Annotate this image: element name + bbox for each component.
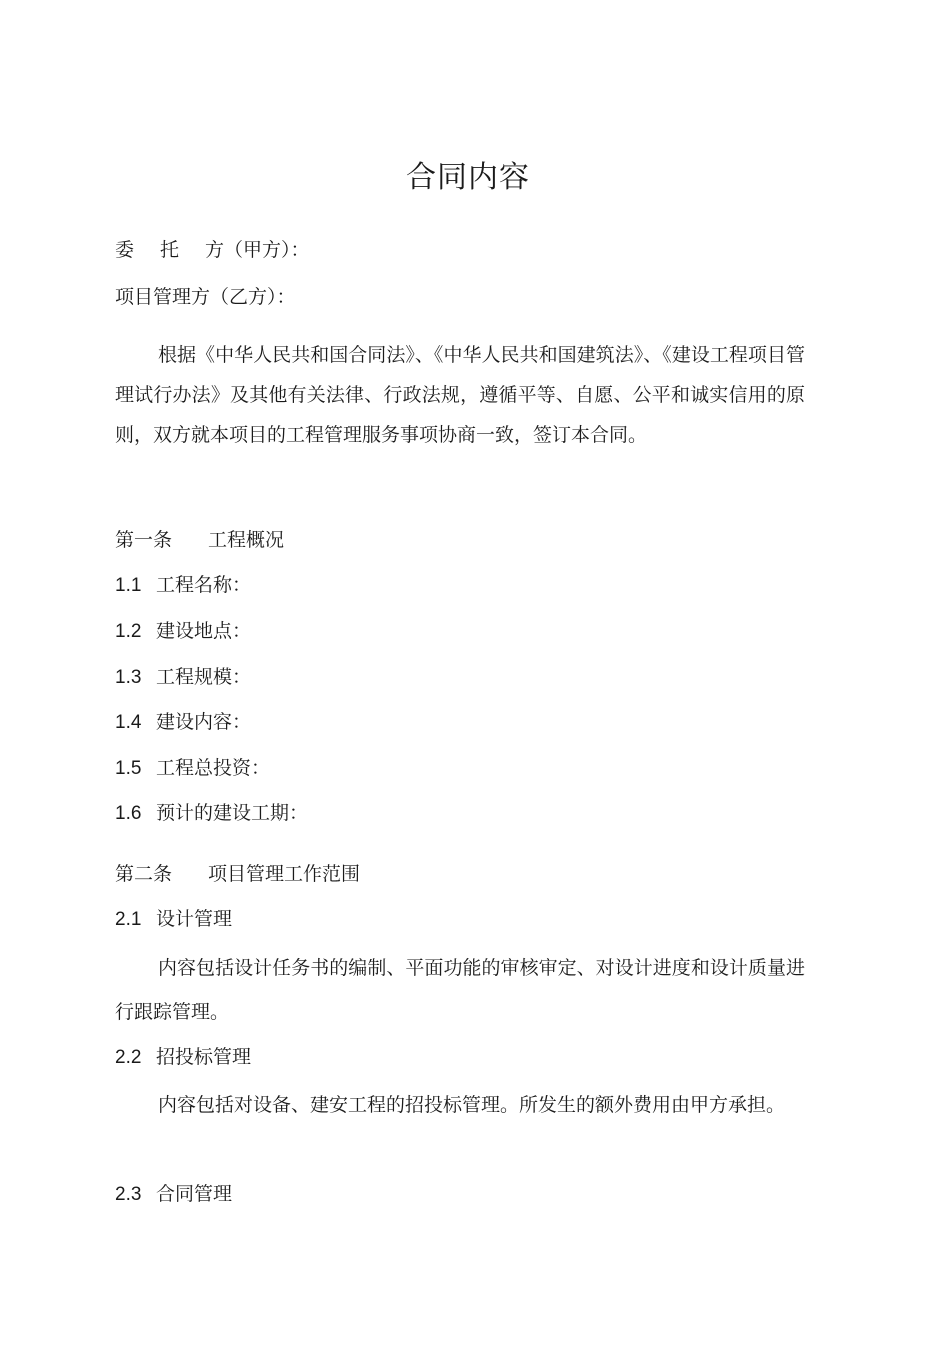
document-title: 合同内容 [406,160,530,195]
article2-section-heading [115,1181,232,1208]
item-text: 预计的建设工期： [156,802,309,824]
section-number: 2.3 [115,1184,142,1205]
item-text: 建设内容： [156,711,252,733]
article2-section-heading [115,1044,251,1071]
article1-item [115,800,308,827]
client-party-line [115,237,310,263]
article1-item [115,664,251,691]
item-number: 1.4 [115,712,142,733]
preamble-paragraph: 根据《中华人民共和国合同法》、《中华人民共和国建筑法》、《建设工程项目管理试行办法》及其他有关法律、行政法规，遵循平等、自愿、公平和诚实信用的原则，双方就本项目的工程管理服务事项协商一致，签订本合同。 [115,344,805,446]
article1-heading [115,527,284,553]
item-text: 建设地点： [156,620,252,642]
section-title: 设计管理 [156,908,233,930]
section-body: 内容包括设计任务书的编制、平面功能的审核审定、对设计进度和设计质量进行跟踪管理。 [115,957,805,1023]
article1-item [115,572,251,599]
article1-item [115,755,270,782]
manager-party-line: 项目管理方（乙方）： [115,286,296,308]
item-text: 工程规模： [156,666,252,688]
client-label-char-2: 托 [160,239,180,261]
item-number: 1.3 [115,667,142,688]
article2-title: 项目管理工作范围 [208,863,361,885]
article2-heading [115,861,360,887]
item-number: 1.6 [115,803,142,824]
client-label-rest: 方（甲方）： [205,239,310,261]
item-text: 工程名称： [156,574,252,596]
section-number: 2.1 [115,909,142,930]
section-title: 招投标管理 [156,1046,252,1068]
article1-title: 工程概况 [208,529,285,551]
client-label-char-1: 委 [115,239,135,261]
item-number: 1.1 [115,575,142,596]
section-number: 2.2 [115,1047,142,1068]
article1-label: 第一条 [115,529,173,551]
article2-section-heading [115,906,232,933]
article1-item [115,618,251,645]
item-number: 1.2 [115,621,142,642]
article2-label: 第二条 [115,863,173,885]
article1-item [115,709,251,736]
section-title: 合同管理 [156,1183,233,1205]
section-body: 内容包括对设备、建安工程的招投标管理。所发生的额外费用由甲方承担。 [158,1094,786,1116]
item-text: 工程总投资： [156,757,271,779]
item-number: 1.5 [115,758,142,779]
